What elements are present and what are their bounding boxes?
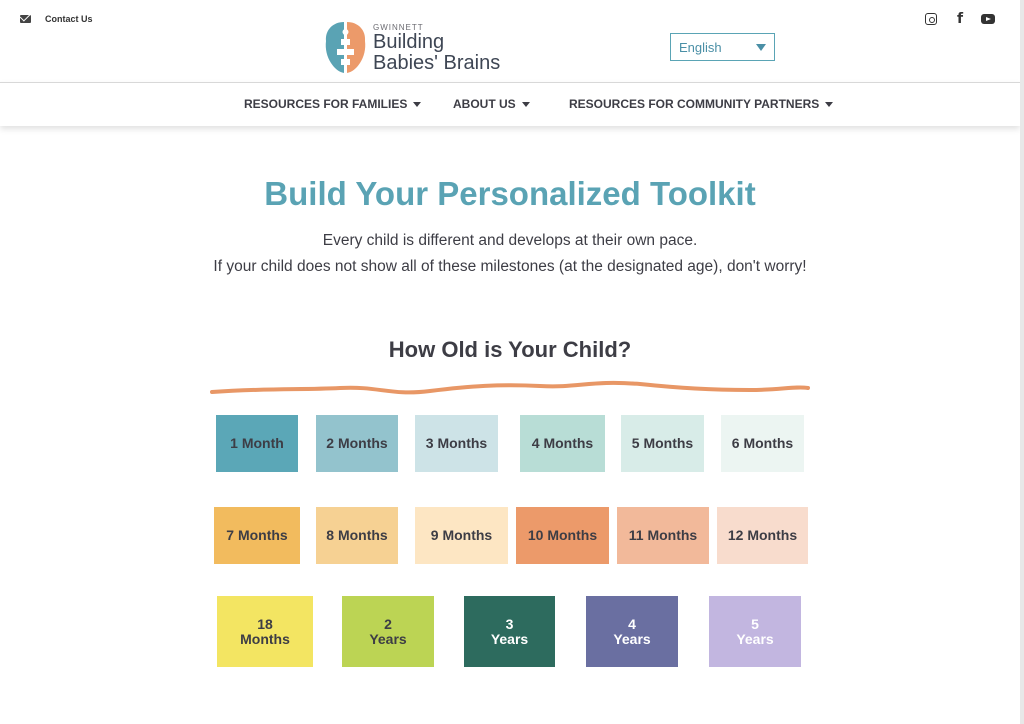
age-tile-label: 1 Month [230,435,284,451]
caret-down-icon [825,102,833,107]
age-tile[interactable] [516,507,609,564]
age-tile[interactable] [621,415,704,472]
nav-resources-families[interactable] [244,97,421,111]
age-tile[interactable] [217,596,313,667]
chevron-down-icon [756,44,766,51]
logo-small-text: GWINNETT [373,23,424,32]
language-value: English [679,39,722,55]
age-tile-label: 11 Months [628,527,698,543]
age-tile[interactable] [316,507,398,564]
age-tile[interactable] [415,507,508,564]
age-tile[interactable] [214,507,300,564]
intro-text [205,228,815,280]
youtube-icon[interactable] [981,12,995,26]
age-tile-label: 5 Months [631,435,694,451]
nav-resources-partners[interactable] [569,97,833,111]
age-tile-label: 2 Years [369,615,407,647]
age-tile-label: 3 Years [490,615,529,647]
age-question-heading: How Old is Your Child? [388,337,632,362]
age-tile-label: 7 Months [226,527,288,543]
age-tile[interactable] [586,596,678,667]
age-tile-label: 9 Months [430,527,493,543]
age-tile[interactable] [717,507,808,564]
age-tile[interactable] [216,415,298,472]
age-tile[interactable] [316,415,398,472]
age-tile-label: 4 Years [613,615,651,647]
age-tile[interactable] [520,415,605,472]
envelope-icon [20,15,31,23]
age-tile-label: 12 Months [727,527,798,543]
caret-down-icon [522,102,530,107]
top-header [0,0,1020,82]
age-tile-label: 3 Months [425,435,488,451]
nav-label: ABOUT US [453,97,516,111]
logo-line1: Building [373,31,445,53]
age-tile-label: 4 Months [531,435,594,451]
age-tile-label: 8 Months [326,527,388,543]
instagram-icon[interactable] [924,12,938,26]
age-tile[interactable] [709,596,801,667]
contact-label: Contact Us [45,14,93,24]
age-tile[interactable] [415,415,498,472]
language-select[interactable] [670,33,775,61]
intro-line-1: Every child is different and develops at their own pace. [322,232,698,249]
age-tile[interactable] [721,415,804,472]
main-nav [0,82,1020,126]
age-tile[interactable] [464,596,555,667]
age-tile-label: 2 Months [326,435,388,451]
nav-label: RESOURCES FOR COMMUNITY PARTNERS [569,97,820,111]
age-tile-label: 10 Months [527,527,598,543]
age-tile[interactable] [342,596,434,667]
facebook-icon[interactable]: f [956,11,964,27]
nav-about-us[interactable] [453,97,530,111]
page-scrollbar[interactable] [1020,0,1024,724]
logo-line2: Babies' Brains [373,52,501,74]
age-tile-label: 5 Years [736,615,774,647]
age-tile-label: 6 Months [731,435,794,451]
squiggle-divider [210,376,810,402]
site-logo[interactable] [323,19,513,77]
contact-link[interactable] [20,14,93,24]
intro-line-2: If your child does not show all of these milestones (at the designated age), don't worry! [213,258,807,275]
nav-label: RESOURCES FOR FAMILIES [244,97,408,111]
caret-down-icon [413,102,421,107]
brain-logo-icon [323,19,369,77]
age-tile[interactable] [617,507,709,564]
page-title: Build Your Personalized Toolkit [264,175,756,212]
age-tile-label: 18 Months [240,615,290,647]
